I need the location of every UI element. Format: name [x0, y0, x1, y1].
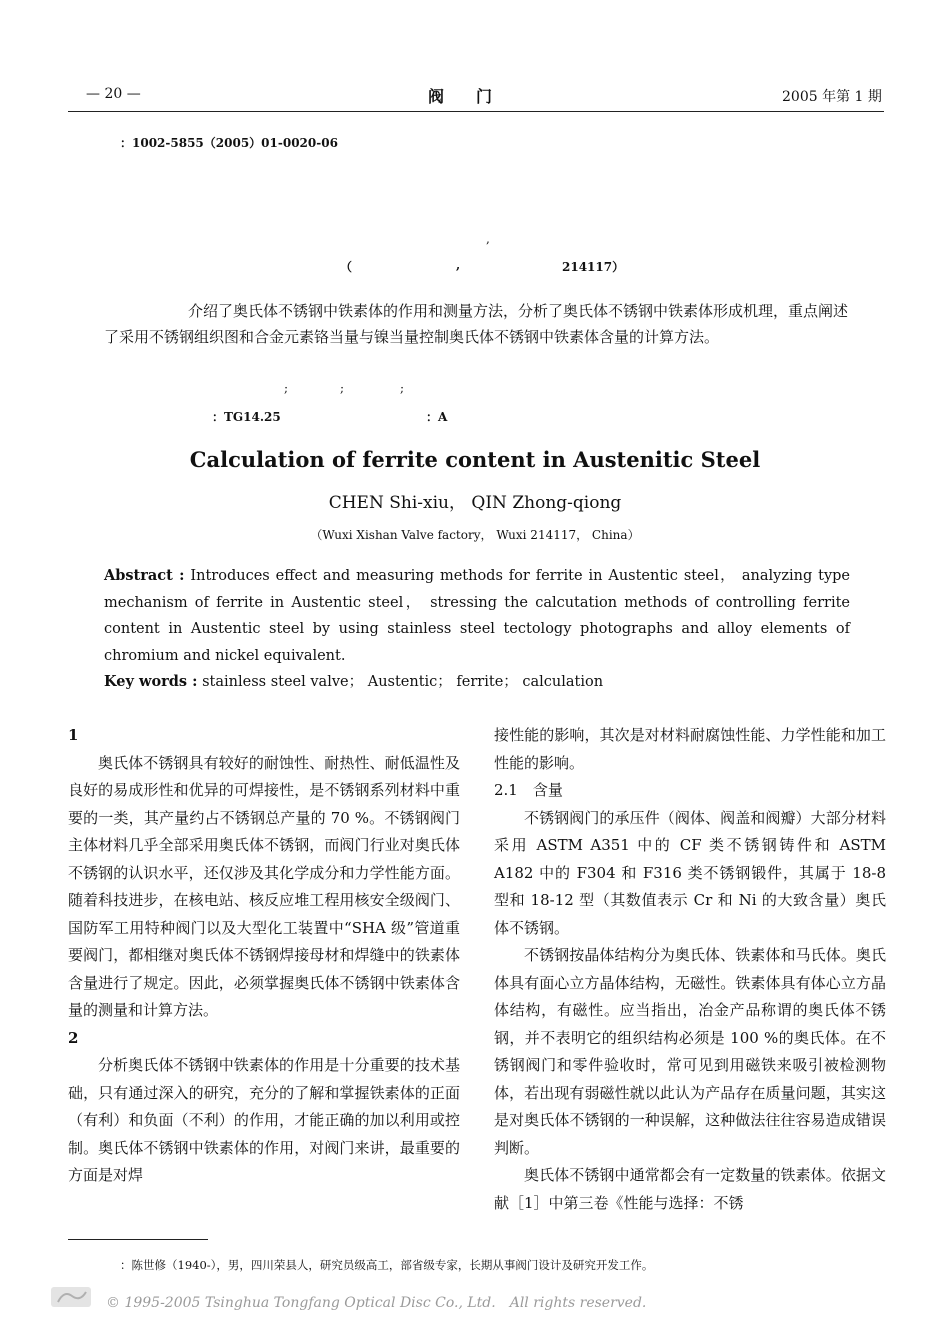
section-2-number: 2: [68, 1028, 79, 1047]
section-2-paragraph: 分析奥氏体不锈钢中铁素体的作用是十分重要的技术基础，只有通过深入的研究，充分的了解和掌握铁素体的正面（有利）和负面（不利）的作用，才能正确的加以利用或控制。奥氏体不锈钢中铁素体的作用，对阀门来讲，最重要的方面是对焊: [68, 1056, 460, 1184]
left-column: [68, 722, 460, 1190]
affiliation-comma-2: ,: [456, 258, 461, 272]
keyword-separator: ;: [284, 381, 289, 395]
chinese-abstract: 介绍了奥氏体不锈钢中铁素体的作用和测量方法，分析了奥氏体不锈钢中铁素体形成机理，重点阐述了采用不锈钢组织图和合金元素铬当量与镍当量控制奥氏体不锈钢中铁素体含量的计算方法。: [104, 302, 849, 346]
paragraph-crystal-structure: 不锈钢按晶体结构分为奥氏体、铁素体和马氏体。奥氏体具有面心立方晶体结构，无磁性。铁素体具有体心立方晶体结构，有磁性。应当指出，冶金产品称谓的奥氏体不锈钢，并不表明它的组织结构必须是 100 %的奥氏体。在不锈钢阀门和零件验收时，常可见到用磁铁来吸引被检测物体，若出现有弱磁性就以此认为产品存在质量问题，其实这是对奥氏体不锈钢的一种误解，这种做法往往容易造成错误判断。: [494, 946, 886, 1157]
english-authors: CHEN Shi-xiu， QIN Zhong-qiong: [328, 493, 622, 513]
affiliation-postal: 214117）: [562, 260, 625, 274]
right-column: [494, 722, 886, 1217]
journal-title: 阀 门: [428, 87, 493, 106]
footnote-rule: [68, 1239, 208, 1240]
paragraph-pressure-parts: 不锈钢阀门的承压件（阀体、阀盖和阀瓣）大部分材料采用 ASTM A351 中的 CF 类不锈钢铸件和 ASTM A182 中的 F304 和 F316 类不锈钢锻件，其属于 18-8 型和 18-12 型（其数值表示 Cr 和 Ni 的大致含量）奥氏体不锈钢。: [494, 808, 886, 937]
continued-paragraph: 接性能的影响，其次是对材料耐腐蚀性能、力学性能和加工性能的影响。: [494, 726, 886, 772]
english-keywords: [104, 670, 603, 691]
author-footnote: ：陈世修（1940-），男，四川荣县人，研究员级高工，部省级专家，长期从事阀门设计及研究开发工作。: [120, 1258, 654, 1272]
abstract-text: Introduces effect and measuring methods for ferrite in Austentic steel， analyzing type mechanism of ferrite in Austentic steel， stressing the calcutation methods of controlling ferrite content in Austentic steel by using stainless steel tectology photographs and alloy elements of chromium and nickel equivalent.: [104, 568, 850, 664]
english-affiliation: （Wuxi Xishan Valve factory， Wuxi 214117， China）: [310, 528, 640, 542]
affiliation-comma: ,: [486, 232, 490, 246]
abstract-label: Abstract :: [104, 567, 185, 584]
subsection-2-1-heading: 2.1 含量: [494, 781, 563, 799]
publisher-logo-icon: [50, 1284, 92, 1310]
document-id: ：1002-5855（2005）01-0020-06: [120, 136, 338, 150]
keywords-text: stainless steel valve； Austentic； ferrite； calculation: [197, 674, 604, 690]
paragraph-ferrite-quantity: 奥氏体不锈钢中通常都会有一定数量的铁素体。依据文献［1］中第三卷《性能与选择：不锈: [494, 1166, 886, 1212]
issue-label: 2005 年第 1 期: [782, 89, 882, 105]
header-rule: [68, 111, 884, 112]
page-number: — 20 —: [86, 86, 141, 102]
section-1-number: 1: [68, 726, 79, 744]
section-1-paragraph: 奥氏体不锈钢具有较好的耐蚀性、耐热性、耐低温性及良好的易成形性和优异的可焊接性，是不锈钢系列材料中重要的一类，其产量约占不锈钢总产量的 70 %。不锈钢阀门主体材料几乎全部采用奥氏体不锈钢，而阀门行业对奥氏体不锈钢的认识水平，还仅涉及其化学成分和力学性能方面。随着科技进步，在核电站、核反应堆工程用核安全级阀门、国防军工用特种阀门以及大型化工装置中“SHA 级”管道重要阀门，都相继对奥氏体不锈钢焊接母材和焊缝中的铁素体含量进行了规定。因此，必须掌握奥氏体不锈钢中铁素体含量的测量和计算方法。: [68, 753, 460, 1019]
affiliation-open-paren: （: [340, 260, 353, 274]
keyword-separator: ;: [340, 381, 345, 395]
copyright-notice: © 1995-2005 Tsinghua Tongfang Optical Disc Co., Ltd. All rights reserved.: [106, 1295, 647, 1311]
keywords-label: Key words :: [104, 673, 198, 690]
keyword-separator: ;: [400, 381, 405, 395]
english-title: Calculation of ferrite content in Austenitic Steel: [189, 447, 761, 472]
classification-number: ：TG14.25: [212, 410, 281, 424]
document-code: ：A: [426, 410, 448, 424]
english-abstract: [104, 563, 850, 669]
